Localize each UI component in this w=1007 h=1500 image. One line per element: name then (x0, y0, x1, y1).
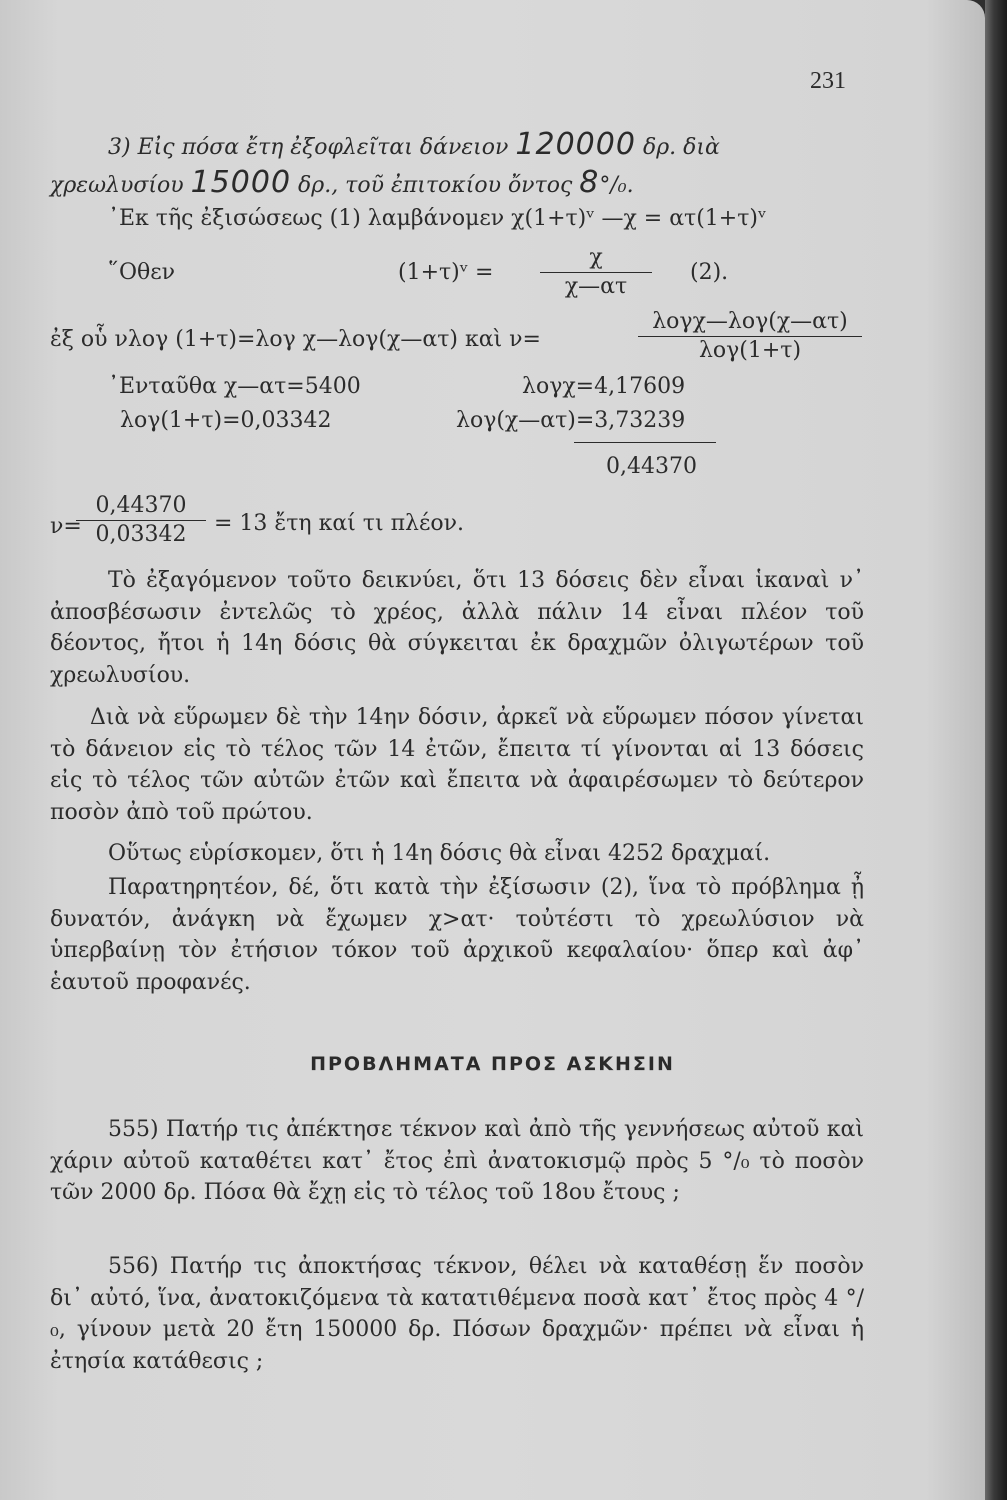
nu-numerator: 0,44370 (76, 492, 206, 521)
problem-3-line-2 (50, 165, 634, 201)
amortization-amount: 15000 (190, 165, 292, 200)
exercise-556: 556) Πατήρ τις ἀποκτήσας τέκνον, θέλει νὰ καταθέσῃ ἕν ποσὸν δι᾽ αὐτό, ἵνα, ἀνατοκιζόμενα τὰ κατατιθέμενα ποσὰ κατ᾽ ἔτος πρὸς 4 °/₀, γίνουν μετὰ 20 ἔτη 150000 δρ. Πόσων δραχμῶν· πρέπει νὰ εἶναι ἡ ἐτησία κατάθεσις ; (50, 1254, 864, 1374)
page-number: 231 (810, 68, 846, 94)
nu-fraction (76, 492, 206, 549)
problem-3-text-d: δρ., τοῦ ἐπιτοκίου ὄντος (291, 173, 580, 198)
equation-2-numerator: χ (540, 244, 652, 273)
nu-result: = 13 ἔτη καί τι πλέον. (214, 511, 464, 536)
equation-1: ᾽Εκ τῆς ἐξισώσεως (1) λαμβάνομεν χ(1+τ)ᵛ —χ = ατ(1+τ)ᵛ (108, 206, 767, 231)
log-rate-value: λογ(1+τ)=0,03342 (120, 408, 332, 433)
given-difference: ᾽Ενταῦθα χ—ατ=5400 (108, 374, 361, 399)
interest-rate: 8 (579, 165, 600, 200)
paragraph-2: Διὰ νὰ εὕρωμεν δὲ τὴν 14ην δόσιν, ἀρκεῖ νὰ εὕρωμεν πόσον γίνεται τὸ δάνειον εἰς τὸ τέλος τῶν 14 ἐτῶν, ἔπειτα τί γίνονται αἱ 13 δόσεις εἰς τὸ τέλος τῶν αὐτῶν ἐτῶν καὶ ἔπειτα νὰ ἀφαιρέσωμεν τὸ δεύτερον ποσὸν ἀπὸ τοῦ πρώτου. (50, 705, 864, 825)
book-edge (985, 0, 1007, 1500)
equation-2-label: (2). (690, 260, 729, 285)
subtraction-rule (574, 442, 716, 443)
problem-3-line-1 (108, 127, 720, 163)
section-heading: ΠΡΟΒΛΗΜΑΤΑ ΠΡΟΣ ΑΣΚΗΣΙΝ (310, 1053, 675, 1075)
equation-3-fraction (638, 308, 862, 365)
problem-3-text-c: χρεωλυσίου (50, 173, 191, 198)
paragraph-3: Οὕτως εὑρίσκομεν, ὅτι ἡ 14η δόσις θὰ εἶναι 4252 δραχμαί. (108, 841, 771, 866)
log-difference-result: 0,44370 (606, 454, 697, 479)
problem-3-text-a: 3) Εἰς πόσα ἔτη ἐξοφλεῖται δάνειον (108, 135, 516, 160)
problem-3-text-b: δρ. διὰ (635, 135, 720, 160)
paragraph-4: Παρατηρητέον, δέ, ὅτι κατὰ τὴν ἐξίσωσιν (2), ἵνα τὸ πρόβλημα ᾖ δυνατόν, ἀνάγκη νὰ ἔχωμεν χ>ατ· τοὐτέστι τὸ χρεωλύσιον νὰ ὑπερβαίνῃ τὸν ἐτήσιον τόκον τοῦ ἀρχικοῦ κεφαλαίου· ὅπερ καὶ ἀφ᾽ ἑαυτοῦ προφανές. (50, 875, 864, 995)
exercise-555: 555) Πατήρ τις ἀπέκτησε τέκνον καὶ ἀπὸ τῆς γεννήσεως αὐτοῦ καὶ χάριν αὐτοῦ καταθέτει κατ᾽ ἔτος ἐπὶ ἀνατοκισμῷ πρὸς 5 °/₀ τὸ ποσὸν τῶν 2000 δρ. Πόσα θὰ ἔχῃ εἰς τὸ τέλος τοῦ 18ου ἔτους ; (50, 1117, 864, 1205)
equation-2-left: (1+τ)ᵛ = (398, 260, 494, 285)
equation-3-numerator: λογχ—λογ(χ—ατ) (638, 308, 862, 337)
nu-label: ν= (50, 514, 82, 539)
log-difference-value: λογ(χ—ατ)=3,73239 (456, 408, 686, 433)
loan-amount: 120000 (515, 127, 636, 162)
equation-3-left: ἐξ οὗ νλογ (1+τ)=λογ χ—λογ(χ—ατ) καὶ ν= (50, 327, 541, 352)
nu-denominator: 0,03342 (95, 522, 187, 547)
hothen-label: ῞Οθεν (108, 260, 176, 285)
paragraph-1: Τὸ ἐξαγόμενον τοῦτο δεικνύει, ὅτι 13 δόσεις δὲν εἶναι ἱκαναὶ ν᾽ ἀποσβέσωσιν ἐντελῶς τὸ χρέος, ἀλλὰ πάλιν 14 εἶναι πλέον τοῦ δέοντος, ἤτοι ἡ 14η δόσις θὰ σύγκειται ἐκ δραχμῶν ὀλιγωτέρων τοῦ χρεωλυσίου. (50, 568, 864, 688)
log-x-value: λογχ=4,17609 (522, 374, 686, 399)
equation-2-fraction (540, 244, 652, 301)
equation-2-denominator: χ—ατ (564, 274, 628, 299)
equation-3-denominator: λογ(1+τ) (698, 338, 802, 363)
percent-sign: °/₀. (599, 173, 634, 198)
